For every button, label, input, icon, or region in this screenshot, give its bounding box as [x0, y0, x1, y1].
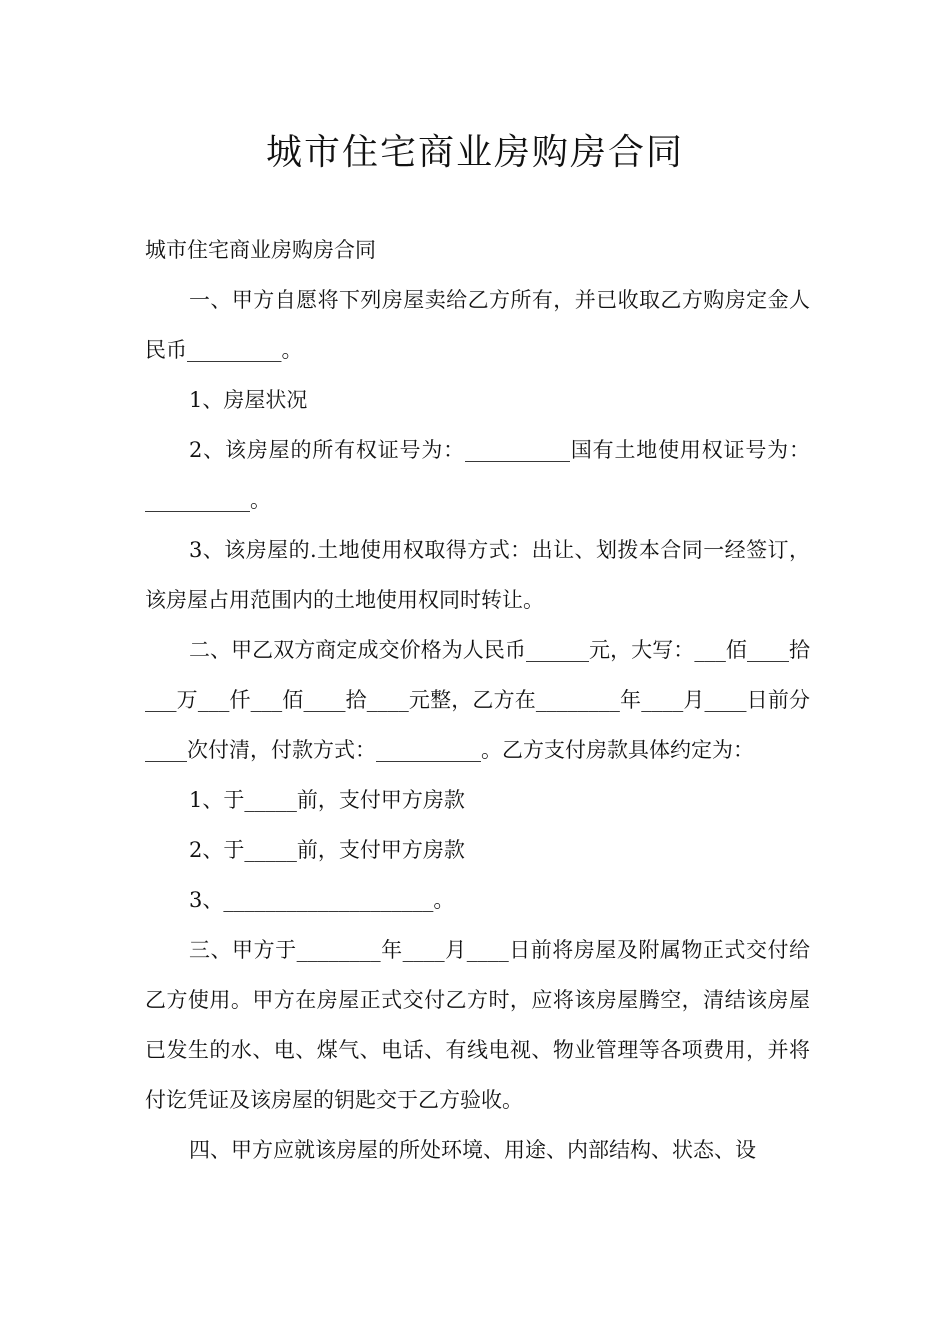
paragraph-10: 四、甲方应就该房屋的所处环境、用途、内部结构、状态、设	[189, 1138, 756, 1162]
paragraph-2: 1、房屋状况	[189, 388, 308, 412]
paragraph-6: 1、于_____前，支付甲方房款	[189, 788, 465, 812]
paragraph-4: 3、该房屋的.土地使用权取得方式：出让、划拨本合同一经签订，该房屋占用范围内的土地使用权同时转让。	[145, 538, 810, 612]
document-subtitle: 城市住宅商业房购房合同	[145, 238, 376, 262]
paragraph-1: 一、甲方自愿将下列房屋卖给乙方所有，并已收取乙方购房定金人民币_________。	[145, 288, 810, 362]
paragraph-8: 3、____________________。	[189, 888, 455, 912]
document-title: 城市住宅商业房购房合同	[265, 132, 684, 173]
paragraph-9: 三、甲方于________年____月____日前将房屋及附属物正式交付给乙方使用。甲方在房屋正式交付乙方时，应将该房屋腾空，清结该房屋已发生的水、电、煤气、电话、有线电视、物业管理等各项费用，并将付讫凭证及该房屋的钥匙交于乙方验收。	[145, 938, 810, 1112]
document-body	[145, 225, 810, 1175]
paragraph-5: 二、甲乙双方商定成交价格为人民币______元，大写：___佰____拾___万___仟___佰____拾____元整，乙方在________年____月____日前分____次付清，付款方式：__________。乙方支付房款具体约定为：	[145, 638, 810, 762]
paragraph-7: 2、于_____前，支付甲方房款	[189, 838, 465, 862]
paragraph-3: 2、该房屋的所有权证号为：__________国有土地使用权证号为：__________。	[145, 438, 810, 512]
